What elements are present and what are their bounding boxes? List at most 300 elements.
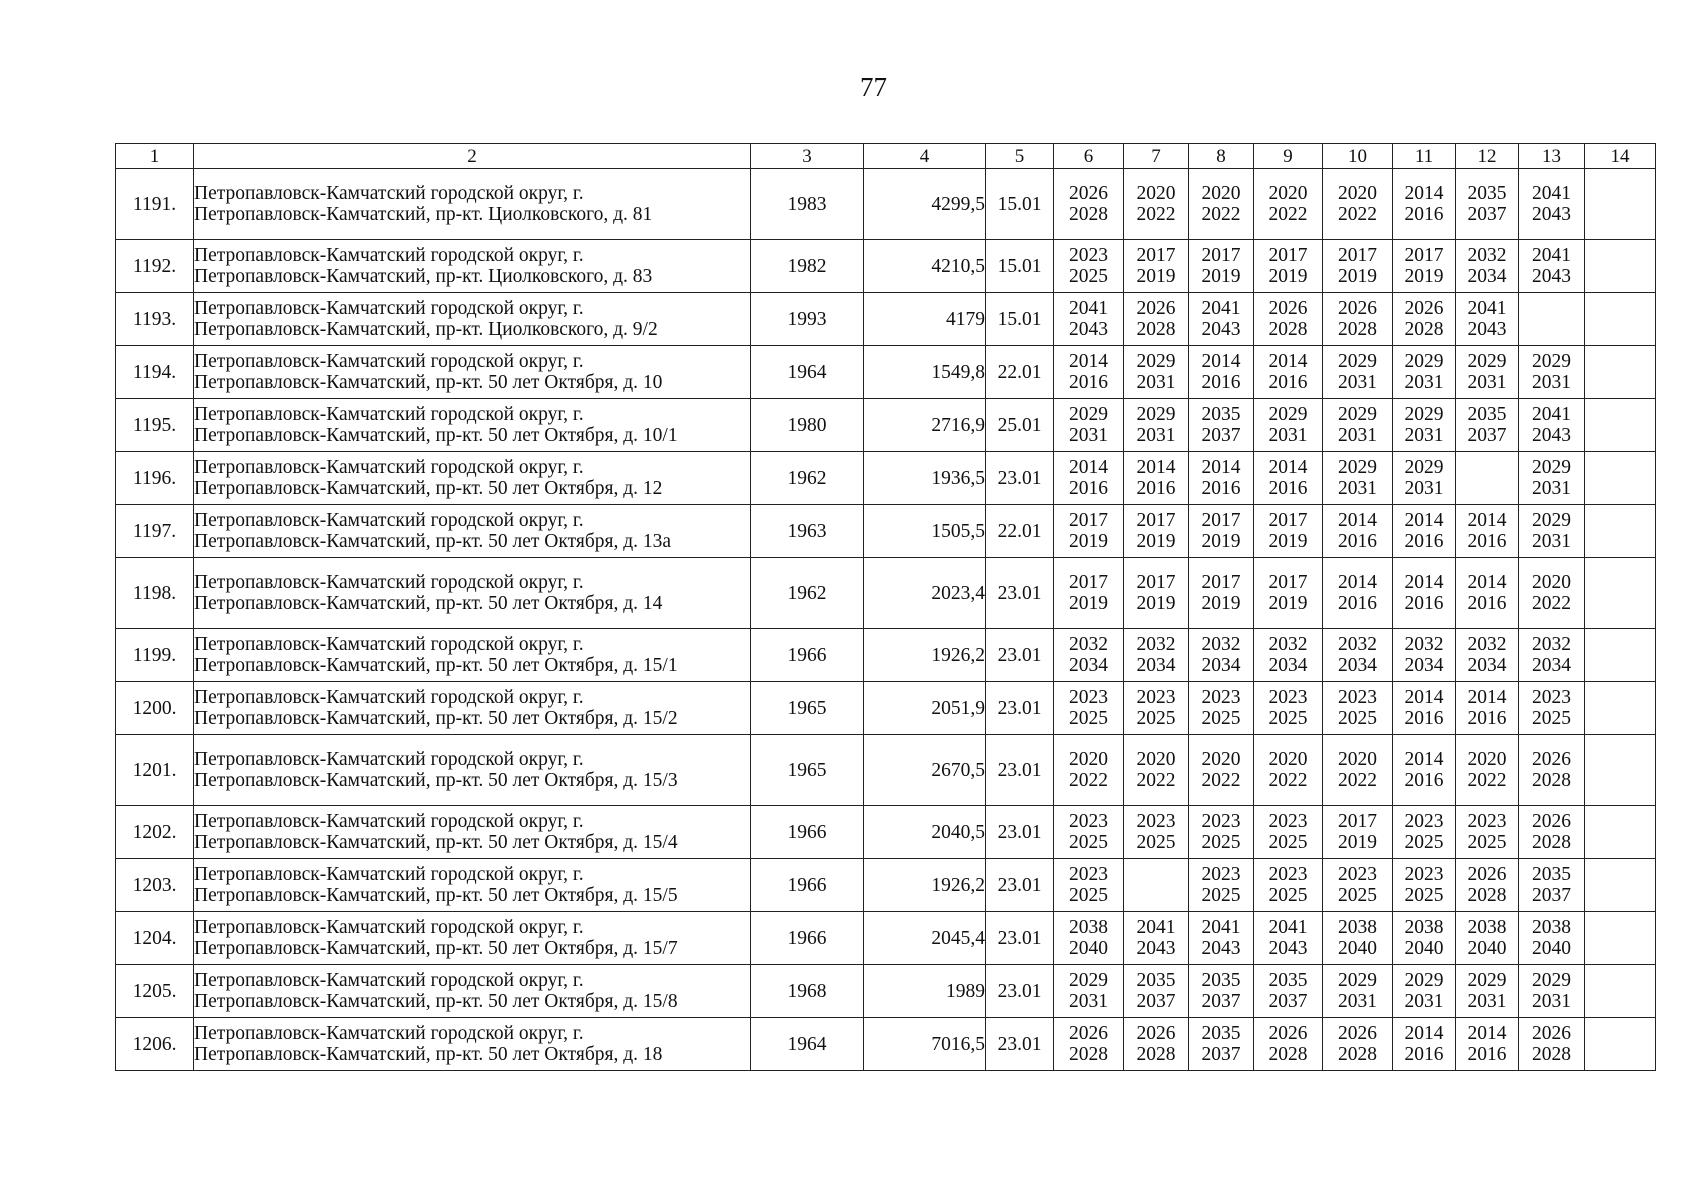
address-line: Петропавловск-Камчатский, пр-кт. 50 лет Октября, д. 12 [194,478,663,499]
area-cell: 1926,2 [864,629,986,682]
address-line: Петропавловск-Камчатский, пр-кт. Циолковского, д. 83 [194,266,653,287]
table-row [116,558,1656,629]
period-cell [1519,735,1585,806]
period-cell [1054,505,1124,558]
period-cell [1124,399,1189,452]
year-cell: 1993 [751,293,864,346]
period-value: 2032 2034 [1268,634,1308,676]
area-cell: 1505,5 [864,505,986,558]
period-value: 2029 2031 [1467,351,1507,393]
code-cell: 23.01 [986,1018,1054,1071]
period-value: 2020 2022 [1467,749,1507,791]
period-value: 2014 2016 [1136,457,1176,499]
table-row [116,399,1656,452]
period-cell [1124,682,1189,735]
period-value: 2014 2016 [1268,457,1308,499]
period-cell [1456,859,1519,912]
period-cell [1456,169,1519,240]
period-value: 2029 2031 [1338,457,1377,499]
period-value: 2017 2019 [1136,572,1176,614]
period-cell [1254,859,1323,912]
column-header: 13 [1519,144,1585,169]
year-cell: 1964 [751,346,864,399]
address-line: Петропавловск-Камчатский, пр-кт. 50 лет Октября, д. 18 [194,1044,663,1065]
period-cell [1519,965,1585,1018]
address-cell [194,293,751,346]
area-cell: 2051,9 [864,682,986,735]
period-value: 2014 2016 [1467,510,1507,552]
period-value: 2032 2034 [1467,245,1507,287]
table-row [116,629,1656,682]
address-cell [194,240,751,293]
period-cell [1393,505,1456,558]
table-row [116,735,1656,806]
period-cell [1393,558,1456,629]
period-value: 2035 2037 [1201,1023,1241,1065]
period-value: 2041 2043 [1136,917,1176,959]
address-cell [194,965,751,1018]
period-cell [1456,558,1519,629]
address-line: Петропавловск-Камчатский городской округ, г. [194,510,584,531]
area-cell: 2670,5 [864,735,986,806]
period-value: 2023 2025 [1268,687,1308,729]
period-cell [1254,452,1323,505]
period-cell [1189,558,1254,629]
table-row [116,169,1656,240]
period-cell [1585,1018,1656,1071]
row-number: 1206. [116,1018,194,1071]
address-line: Петропавловск-Камчатский городской округ, г. [194,245,584,266]
address-line: Петропавловск-Камчатский, пр-кт. Циолковского, д. 81 [194,204,653,225]
period-cell [1393,240,1456,293]
table-row [116,965,1656,1018]
column-header: 7 [1124,144,1189,169]
table-row [116,806,1656,859]
column-header: 4 [864,144,986,169]
period-cell [1254,965,1323,1018]
code-cell: 23.01 [986,912,1054,965]
year-cell: 1968 [751,965,864,1018]
address-line: Петропавловск-Камчатский, пр-кт. 50 лет Октября, д. 15/4 [194,832,678,853]
period-cell [1189,806,1254,859]
period-value: 2023 2025 [1201,687,1241,729]
address-line: Петропавловск-Камчатский городской округ, г. [194,970,584,991]
period-cell [1519,169,1585,240]
year-cell: 1980 [751,399,864,452]
period-value: 2023 2025 [1467,811,1507,853]
period-cell [1189,965,1254,1018]
code-cell: 23.01 [986,806,1054,859]
period-value: 2014 2016 [1338,510,1377,552]
period-value: 2029 2031 [1338,404,1377,446]
column-header: 14 [1585,144,1656,169]
year-cell: 1963 [751,505,864,558]
period-cell [1323,912,1393,965]
period-cell [1585,346,1656,399]
period-cell [1519,293,1585,346]
period-cell [1054,293,1124,346]
period-cell [1189,169,1254,240]
period-cell [1519,399,1585,452]
period-cell [1585,293,1656,346]
period-value: 2017 2019 [1201,572,1241,614]
period-value: 2023 2025 [1268,811,1308,853]
period-value: 2017 2019 [1338,245,1377,287]
period-value: 2023 2025 [1268,864,1308,906]
period-value: 2035 2037 [1201,404,1241,446]
period-cell [1323,399,1393,452]
period-cell [1054,240,1124,293]
period-cell [1054,859,1124,912]
period-value: 2026 2028 [1467,864,1507,906]
period-cell [1254,806,1323,859]
period-cell [1393,346,1456,399]
period-value: 2029 2031 [1532,351,1571,393]
period-value: 2026 2028 [1404,298,1444,340]
period-cell [1456,1018,1519,1071]
period-value: 2023 2025 [1404,811,1444,853]
address-line: Петропавловск-Камчатский городской округ, г. [194,404,584,425]
address-cell [194,558,751,629]
period-cell [1054,399,1124,452]
period-cell [1519,505,1585,558]
period-value: 2023 2025 [1404,864,1444,906]
period-value: 2023 2025 [1069,864,1108,906]
period-cell [1585,965,1656,1018]
period-cell [1254,505,1323,558]
period-cell [1124,965,1189,1018]
period-value: 2038 2040 [1532,917,1571,959]
period-cell [1254,169,1323,240]
row-number: 1195. [116,399,194,452]
row-number: 1205. [116,965,194,1018]
address-line: Петропавловск-Камчатский, пр-кт. 50 лет Октября, д. 15/8 [194,991,678,1012]
period-cell [1393,1018,1456,1071]
period-value: 2038 2040 [1404,917,1444,959]
period-value: 2041 2043 [1532,245,1571,287]
period-cell [1585,859,1656,912]
period-value: 2014 2016 [1404,1023,1444,1065]
area-cell: 1926,2 [864,859,986,912]
period-cell [1189,859,1254,912]
period-cell [1054,452,1124,505]
period-value: 2026 2028 [1338,298,1377,340]
period-value: 2017 2019 [1268,245,1308,287]
period-cell [1323,735,1393,806]
period-cell [1456,505,1519,558]
period-cell [1323,505,1393,558]
period-value: 2023 2025 [1069,811,1108,853]
period-cell [1054,169,1124,240]
period-cell [1124,505,1189,558]
period-value: 2038 2040 [1069,917,1108,959]
code-cell: 23.01 [986,965,1054,1018]
period-value: 2026 2028 [1338,1023,1377,1065]
period-cell [1124,629,1189,682]
period-cell [1393,806,1456,859]
column-header: 8 [1189,144,1254,169]
period-cell [1323,169,1393,240]
area-cell: 7016,5 [864,1018,986,1071]
period-cell [1585,629,1656,682]
period-cell [1054,629,1124,682]
period-value: 2029 2031 [1532,510,1571,552]
column-header: 9 [1254,144,1323,169]
year-cell: 1962 [751,452,864,505]
year-cell: 1966 [751,806,864,859]
period-value: 2020 2022 [1532,572,1571,614]
period-value: 2023 2025 [1136,687,1176,729]
period-value: 2035 2037 [1136,970,1176,1012]
period-cell [1323,346,1393,399]
address-cell [194,399,751,452]
period-value: 2023 2025 [1201,864,1241,906]
row-number: 1191. [116,169,194,240]
row-number: 1192. [116,240,194,293]
period-value: 2035 2037 [1201,970,1241,1012]
address-line: Петропавловск-Камчатский, пр-кт. 50 лет Октября, д. 13а [194,531,672,552]
period-cell [1124,912,1189,965]
period-value: 2026 2028 [1532,1023,1571,1065]
period-cell [1323,806,1393,859]
period-value: 2035 2037 [1467,183,1507,225]
period-value: 2014 2016 [1467,572,1507,614]
area-cell: 2040,5 [864,806,986,859]
period-value: 2014 2016 [1338,572,1377,614]
address-line: Петропавловск-Камчатский, пр-кт. 50 лет Октября, д. 15/7 [194,938,678,959]
period-cell [1585,682,1656,735]
page-number: 77 [860,72,887,102]
area-cell: 1989 [864,965,986,1018]
address-cell [194,859,751,912]
period-value: 2038 2040 [1338,917,1377,959]
period-cell [1323,293,1393,346]
period-cell [1054,558,1124,629]
period-value: 2032 2034 [1338,634,1377,676]
period-value: 2023 2025 [1338,864,1377,906]
address-cell [194,1018,751,1071]
period-value: 2041 2043 [1201,298,1241,340]
period-cell [1254,240,1323,293]
row-number: 1204. [116,912,194,965]
address-line: Петропавловск-Камчатский городской округ, г. [194,572,584,593]
period-value: 2026 2028 [1268,1023,1308,1065]
period-cell [1254,293,1323,346]
period-cell [1054,346,1124,399]
period-value: 2020 2022 [1338,749,1377,791]
period-value: 2035 2037 [1532,864,1571,906]
period-cell [1585,240,1656,293]
code-cell: 23.01 [986,682,1054,735]
address-line: Петропавловск-Камчатский, пр-кт. 50 лет Октября, д. 15/1 [194,655,678,676]
period-value: 2029 2031 [1532,970,1571,1012]
period-value: 2014 2016 [1069,351,1108,393]
address-line: Петропавловск-Камчатский, пр-кт. 50 лет Октября, д. 10 [194,372,663,393]
area-cell: 2023,4 [864,558,986,629]
period-cell [1124,240,1189,293]
address-line: Петропавловск-Камчатский городской округ, г. [194,811,584,832]
period-value: 2026 2028 [1136,298,1176,340]
area-cell: 2716,9 [864,399,986,452]
period-value: 2029 2031 [1404,457,1444,499]
period-cell [1189,293,1254,346]
period-cell [1189,346,1254,399]
period-cell [1254,735,1323,806]
period-cell [1189,505,1254,558]
period-cell [1585,399,1656,452]
period-cell [1456,293,1519,346]
period-cell [1393,859,1456,912]
year-cell: 1962 [751,558,864,629]
period-cell [1393,965,1456,1018]
period-value: 2020 2022 [1201,183,1241,225]
period-cell [1323,452,1393,505]
year-cell: 1965 [751,682,864,735]
period-cell [1124,1018,1189,1071]
period-value: 2041 2043 [1467,298,1507,340]
period-cell [1585,169,1656,240]
period-value: 2017 2019 [1201,510,1241,552]
column-header: 11 [1393,144,1456,169]
period-value: 2023 2025 [1338,687,1377,729]
period-cell [1456,682,1519,735]
period-cell [1189,240,1254,293]
period-value: 2017 2019 [1136,245,1176,287]
table-row [116,505,1656,558]
period-value: 2023 2025 [1201,811,1241,853]
period-cell [1456,240,1519,293]
period-cell [1585,735,1656,806]
period-value: 2026 2028 [1268,298,1308,340]
address-line: Петропавловск-Камчатский городской округ, г. [194,457,584,478]
period-value: 2032 2034 [1532,634,1571,676]
period-value: 2020 2022 [1268,183,1308,225]
period-value: 2035 2037 [1268,970,1308,1012]
address-line: Петропавловск-Камчатский, пр-кт. Циолковского, д. 9/2 [194,319,658,340]
period-value: 2014 2016 [1467,687,1507,729]
period-value: 2014 2016 [1201,351,1241,393]
period-value: 2029 2031 [1404,404,1444,446]
period-cell [1189,1018,1254,1071]
address-cell [194,912,751,965]
period-cell [1323,965,1393,1018]
year-cell: 1965 [751,735,864,806]
period-cell [1519,1018,1585,1071]
column-header: 10 [1323,144,1393,169]
period-cell [1323,629,1393,682]
period-cell [1519,629,1585,682]
period-cell [1124,346,1189,399]
column-header: 6 [1054,144,1124,169]
period-value: 2026 2028 [1069,1023,1108,1065]
period-value: 2032 2034 [1404,634,1444,676]
column-number-row [116,144,1656,169]
address-line: Петропавловск-Камчатский городской округ, г. [194,864,584,885]
period-value: 2017 2019 [1069,510,1108,552]
period-value: 2029 2031 [1069,404,1108,446]
table-row [116,1018,1656,1071]
code-cell: 22.01 [986,505,1054,558]
period-value: 2026 2028 [1069,183,1108,225]
period-cell [1124,169,1189,240]
period-value: 2014 2016 [1201,457,1241,499]
code-cell: 22.01 [986,346,1054,399]
area-cell: 1549,8 [864,346,986,399]
period-cell [1585,505,1656,558]
period-value: 2029 2031 [1268,404,1308,446]
period-cell [1585,452,1656,505]
address-cell [194,169,751,240]
address-line: Петропавловск-Камчатский городской округ, г. [194,1023,584,1044]
period-cell [1323,682,1393,735]
period-value: 2023 2025 [1136,811,1176,853]
address-line: Петропавловск-Камчатский городской округ, г. [194,634,584,655]
address-cell [194,505,751,558]
period-value: 2014 2016 [1404,572,1444,614]
code-cell: 23.01 [986,452,1054,505]
period-cell [1189,629,1254,682]
period-value: 2014 2016 [1467,1023,1507,1065]
period-value: 2014 2016 [1069,457,1108,499]
period-cell [1585,912,1656,965]
period-value: 2020 2022 [1136,183,1176,225]
period-cell [1585,558,1656,629]
period-value: 2026 2028 [1532,749,1571,791]
period-cell [1456,965,1519,1018]
column-header: 5 [986,144,1054,169]
address-line: Петропавловск-Камчатский, пр-кт. 50 лет Октября, д. 14 [194,593,663,614]
year-cell: 1983 [751,169,864,240]
period-cell [1254,558,1323,629]
code-cell: 15.01 [986,293,1054,346]
area-cell: 4299,5 [864,169,986,240]
period-cell [1519,240,1585,293]
table-row [116,682,1656,735]
period-value: 2017 2019 [1404,245,1444,287]
period-value: 2029 2031 [1467,970,1507,1012]
period-cell [1323,859,1393,912]
period-cell [1393,399,1456,452]
address-line: Петропавловск-Камчатский городской округ, г. [194,749,584,770]
period-value: 2017 2019 [1069,572,1108,614]
table-body [116,169,1656,1071]
period-value: 2023 2025 [1069,687,1108,729]
period-cell [1189,735,1254,806]
area-cell: 1936,5 [864,452,986,505]
row-number: 1198. [116,558,194,629]
period-cell [1254,346,1323,399]
period-value: 2023 2025 [1532,687,1571,729]
period-cell [1054,912,1124,965]
period-value: 2038 2040 [1467,917,1507,959]
period-cell [1393,735,1456,806]
period-cell [1323,558,1393,629]
address-cell [194,806,751,859]
period-cell [1456,346,1519,399]
code-cell: 23.01 [986,735,1054,806]
row-number: 1202. [116,806,194,859]
period-cell [1054,806,1124,859]
column-header: 1 [116,144,194,169]
period-cell [1456,806,1519,859]
period-cell [1519,452,1585,505]
address-cell [194,629,751,682]
period-cell [1519,682,1585,735]
period-cell [1519,912,1585,965]
period-value: 2029 2031 [1136,404,1176,446]
table-row [116,859,1656,912]
code-cell: 23.01 [986,859,1054,912]
